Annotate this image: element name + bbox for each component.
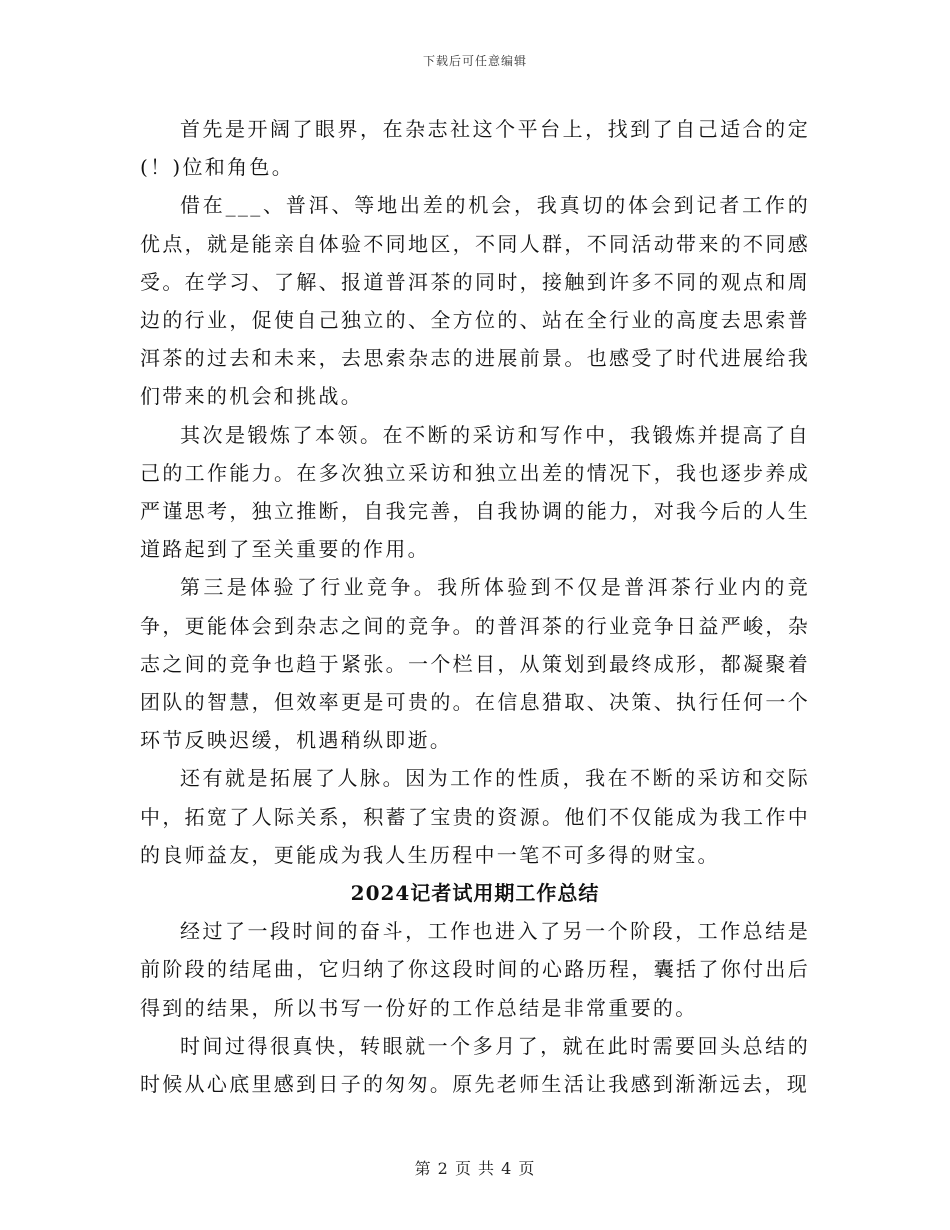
paragraph-network-expansion: 还有就是拓展了人脉。因为工作的性质，我在不断的采访和交际中，拓宽了人际关系，积蓄了宝贵的资源。他们不仅能成为我工作中的良师益友，更能成为我人生历程中一笔不可多得的财宝。 — [140, 766, 810, 867]
paragraph-time-passing: 时间过得很真快，转眼就一个多月了，就在此时需要回头总结的时候从心底里感到日子的匆匆。原先老师生活让我感到渐渐远去，现 — [140, 1033, 810, 1097]
paragraph-skill-training: 其次是锻炼了本领。在不断的采访和写作中，我锻炼并提高了自己的工作能力。在多次独立采访和独立出差的情况下，我也逐步养成严谨思考，独立推断，自我完善，自我协调的能力，对我今后的人生道路起到了至关重要的作用。 — [140, 422, 810, 562]
paragraph-business-trips: 借在___、普洱、等地出差的机会，我真切的体会到记者工作的优点，就是能亲自体验不同地区，不同人群，不同活动带来的不同感受。在学习、了解、报道普洱茶的同时，接触到许多不同的观点和周边的行业，促使自己独立的、全方位的、站在全行业的高度去思索普洱茶的过去和未来，去思索杂志的进展前景。也感受了时代进展给我们带来的机会和挑战。 — [140, 193, 810, 409]
document-body — [140, 110, 810, 1103]
page-header: 下载后可任意编辑 — [422, 54, 527, 68]
paragraph-industry-competition: 第三是体验了行业竞争。我所体验到不仅是普洱茶行业内的竞争，更能体会到杂志之间的竞争。的普洱茶的行业竞争日益严峻，杂志之间的竞争也趋于紧张。一个栏目，从策划到最终成形，都凝聚着团队的智慧，但效率更是可贵的。在信息猎取、决策、执行任何一个环节反映迟缓，机遇稍纵即逝。 — [140, 575, 810, 753]
section-title: 2024记者试用期工作总结 — [350, 881, 600, 906]
paragraph-summary-intro: 经过了一段时间的奋斗，工作也进入了另一个阶段，工作总结是前阶段的结尾曲，它归纳了你这段时间的心路历程，囊括了你付出后得到的结果，所以书写一份好的工作总结是非常重要的。 — [140, 919, 810, 1020]
page-footer: 第 2 页 共 4 页 — [414, 1159, 536, 1178]
paragraph-broaden-horizons: 首先是开阔了眼界，在杂志社这个平台上，找到了自己适合的定(！)位和角色。 — [140, 117, 810, 180]
